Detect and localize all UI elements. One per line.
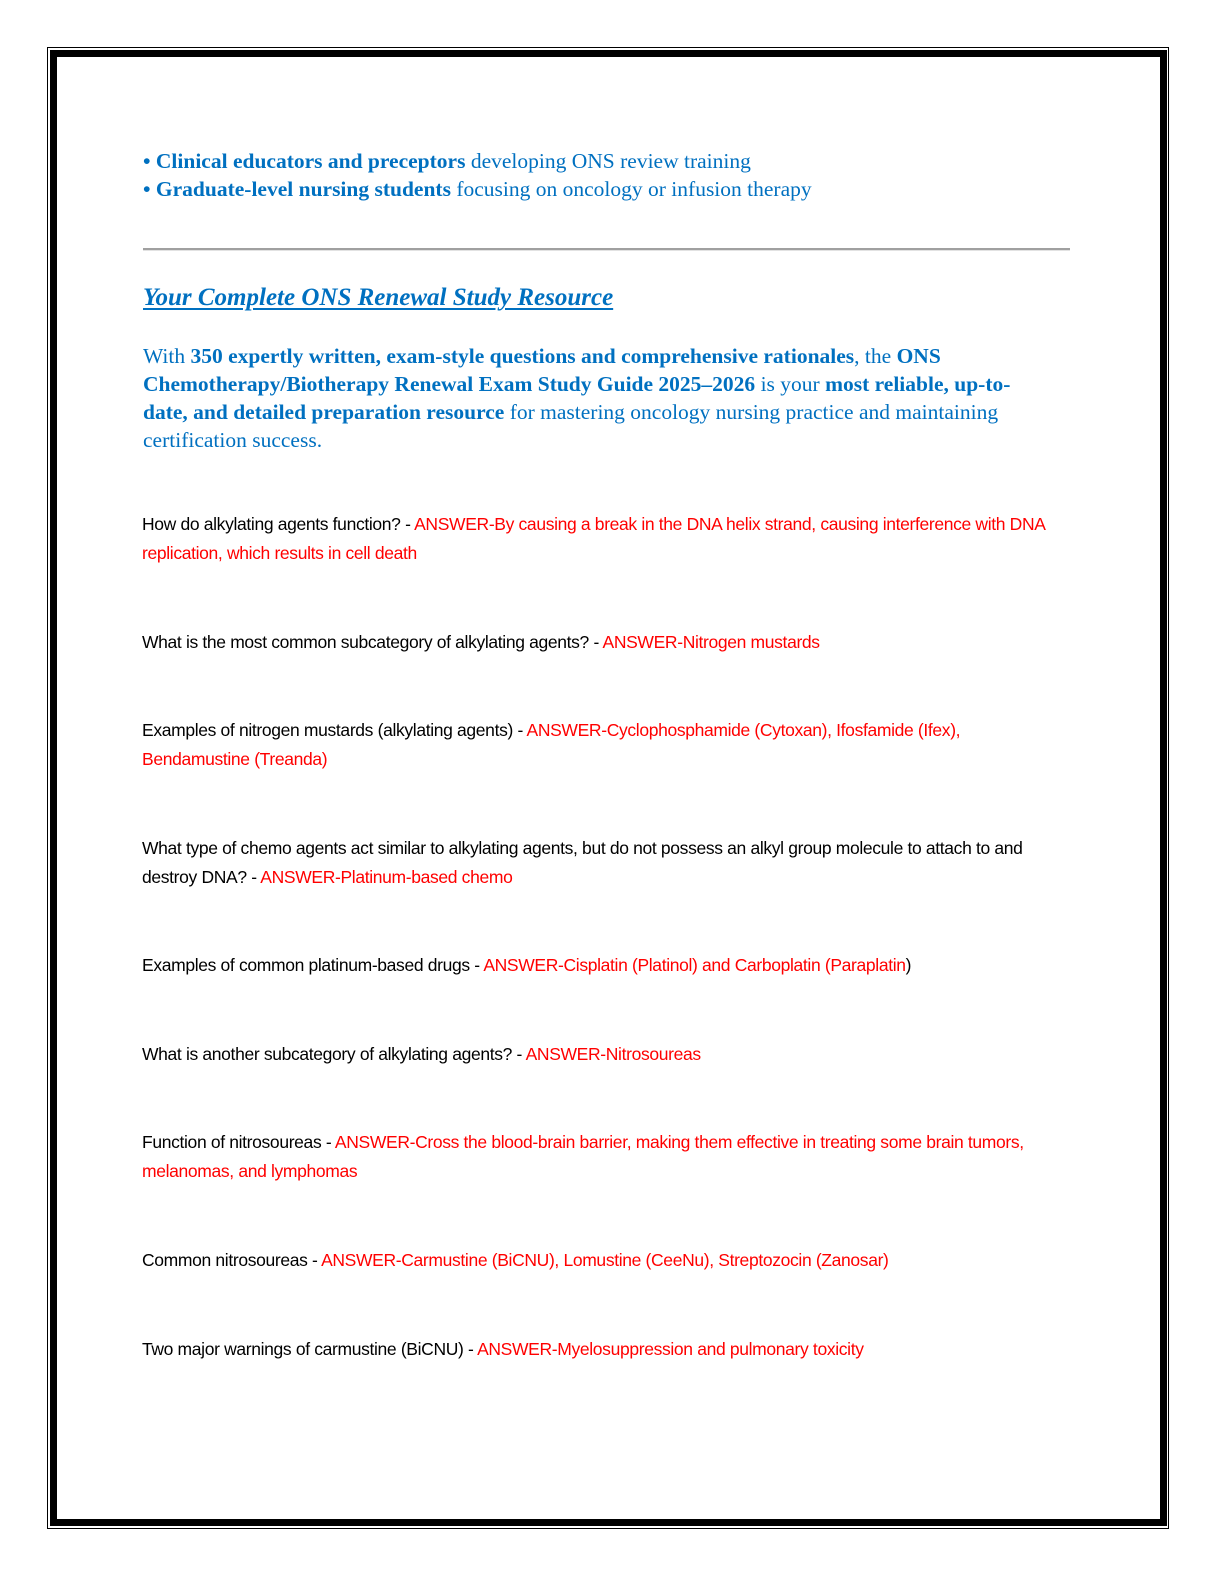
intro-text: is your (755, 372, 826, 396)
answer-text: ANSWER-By causing a break in the DNA helix strand, causing interference with DNA replication, which results in cell death (142, 514, 1045, 563)
question-text: What type of chemo agents act similar to alkylating agents, but do not possess an alkyl group molecule to attach to and destroy DNA? (142, 838, 1023, 887)
bullet-text: developing ONS review training (465, 149, 751, 173)
qa-item (142, 1040, 1062, 1069)
qa-separator: - (469, 955, 484, 975)
question-text: Function of nitrosoureas (142, 1132, 322, 1152)
qa-separator: - (588, 632, 603, 652)
intro-paragraph (143, 342, 1043, 454)
qa-tail: ) (905, 955, 912, 975)
qa-item (142, 510, 1062, 568)
intro-text: , the (854, 344, 897, 368)
horizontal-divider (143, 248, 1070, 251)
qa-item (142, 951, 1062, 980)
question-text: What is another subcategory of alkylating agents? (142, 1044, 513, 1064)
section-heading: Your Complete ONS Renewal Study Resource (143, 284, 614, 311)
qa-separator: - (512, 720, 527, 740)
answer-text: ANSWER-Cross the blood-brain barrier, making them effective in treating some brain tumors, melanomas, and lymphomas (142, 1132, 1024, 1181)
answer-text: ANSWER-Cisplatin (Platinol) and Carboplatin (Paraplatin (483, 955, 906, 975)
answer-text: ANSWER-Cyclophosphamide (Cytoxan), Ifosfamide (Ifex), Bendamustine (Treanda) (142, 720, 961, 769)
question-text: What is the most common subcategory of alkylating agents? (142, 632, 589, 652)
qa-separator: - (246, 867, 261, 887)
question-text: Two major warnings of carmustine (BiCNU) (142, 1339, 464, 1359)
bullet-glyph: • (143, 177, 151, 201)
qa-separator: - (463, 1339, 478, 1359)
qa-item (142, 1246, 1062, 1275)
question-text: Examples of common platinum-based drugs (142, 955, 470, 975)
qa-separator: - (307, 1250, 322, 1270)
intro-text: for mastering oncology nursing practice and maintaining certification success. (143, 400, 999, 452)
answer-text: ANSWER-Myelosuppression and pulmonary toxicity (477, 1339, 864, 1359)
qa-item (142, 716, 1062, 774)
question-text: Examples of nitrogen mustards (alkylating agents) (142, 720, 513, 740)
audience-bullet-list (143, 147, 812, 203)
qa-separator: - (321, 1132, 335, 1152)
qa-item (142, 628, 1062, 657)
bullet-bold-text: Graduate-level nursing students (155, 177, 451, 201)
audience-bullet-item (143, 175, 812, 203)
bullet-bold-text: Clinical educators and preceptors (155, 149, 466, 173)
bullet-glyph: • (143, 149, 151, 173)
answer-text: ANSWER-Nitrogen mustards (602, 632, 820, 652)
intro-text: With (143, 344, 191, 368)
qa-item (142, 1335, 1062, 1364)
qa-item (142, 1128, 1062, 1186)
question-text: How do alkylating agents function? (142, 514, 401, 534)
bullet-text: focusing on oncology or infusion therapy (450, 177, 812, 201)
question-text: Common nitrosoureas (142, 1250, 308, 1270)
qa-separator: - (400, 514, 415, 534)
answer-text: ANSWER-Nitrosoureas (525, 1044, 701, 1064)
page-border-inner (50, 50, 1167, 1526)
answer-text: ANSWER-Carmustine (BiCNU), Lomustine (CeeNu), Streptozocin (Zanosar) (321, 1250, 889, 1270)
qa-separator: - (512, 1044, 526, 1064)
audience-bullet-item (143, 147, 812, 175)
answer-text: ANSWER-Platinum-based chemo (260, 867, 513, 887)
intro-bold-text: ONS Chemotherapy/Biotherapy Renewal Exam Study Guide 2025–2026 (143, 344, 941, 396)
intro-bold-text: most reliable, up-to-date, and detailed preparation resource (143, 372, 1011, 424)
intro-bold-text: 350 expertly written, exam-style questions and comprehensive rationales (190, 344, 855, 368)
qa-item (142, 834, 1062, 892)
